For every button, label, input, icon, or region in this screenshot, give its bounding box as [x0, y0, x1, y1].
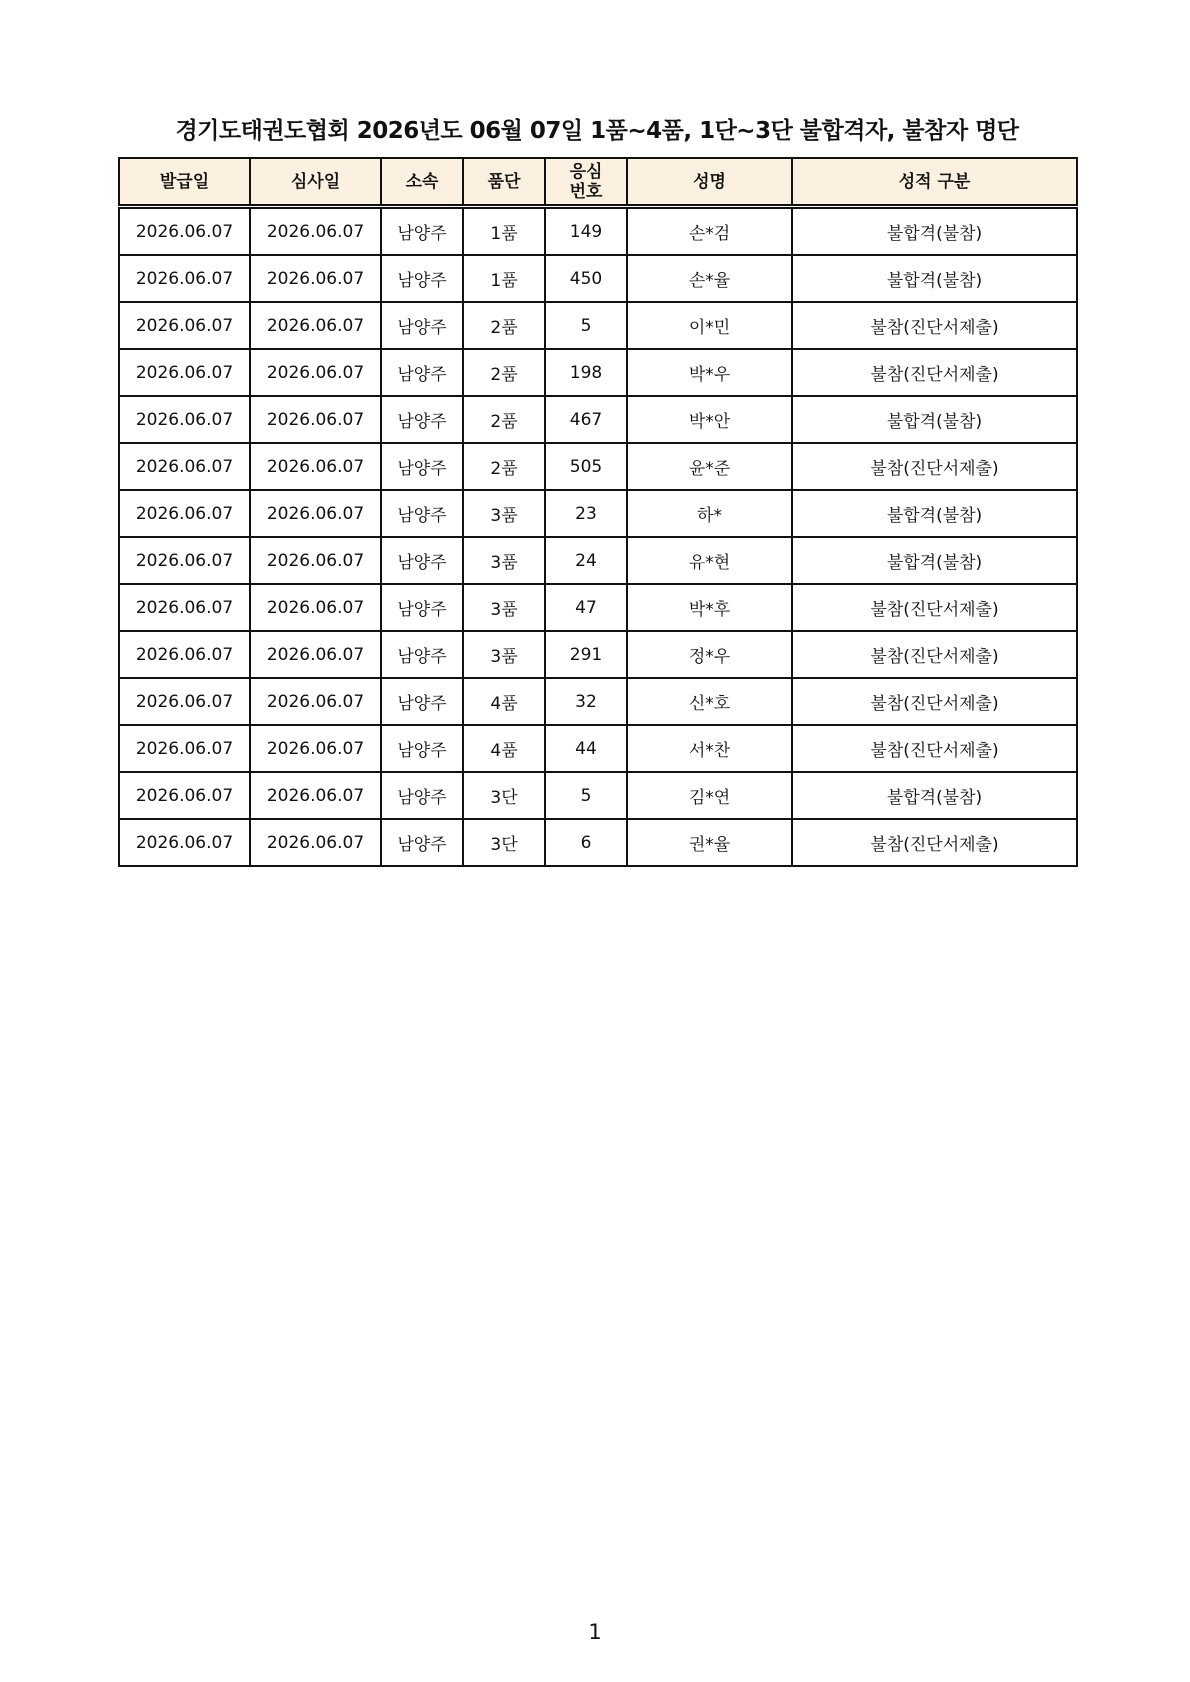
header-exam-number [545, 158, 627, 207]
table-row [119, 584, 1077, 631]
cell-exam-number: 44 [545, 725, 627, 772]
cell-name: 서*찬 [627, 725, 792, 772]
cell-name: 신*호 [627, 678, 792, 725]
cell-affiliation: 남양주 [381, 678, 463, 725]
table-row [119, 255, 1077, 302]
cell-exam-number: 6 [545, 819, 627, 866]
table-row [119, 772, 1077, 819]
header-result: 성적 구분 [792, 158, 1077, 207]
cell-issue-date: 2026.06.07 [119, 396, 250, 443]
cell-affiliation: 남양주 [381, 725, 463, 772]
cell-issue-date: 2026.06.07 [119, 819, 250, 866]
cell-result: 불합격(불참) [792, 255, 1077, 302]
cell-rank: 3단 [463, 819, 545, 866]
cell-issue-date: 2026.06.07 [119, 490, 250, 537]
cell-issue-date: 2026.06.07 [119, 631, 250, 678]
cell-rank: 1품 [463, 207, 545, 256]
cell-exam-number: 24 [545, 537, 627, 584]
cell-exam-date: 2026.06.07 [250, 349, 381, 396]
cell-rank: 3단 [463, 772, 545, 819]
cell-name: 정*우 [627, 631, 792, 678]
cell-exam-number: 23 [545, 490, 627, 537]
cell-exam-date: 2026.06.07 [250, 396, 381, 443]
table-row [119, 396, 1077, 443]
cell-exam-date: 2026.06.07 [250, 725, 381, 772]
table-row [119, 349, 1077, 396]
cell-affiliation: 남양주 [381, 584, 463, 631]
table-header-row [119, 158, 1077, 207]
cell-affiliation: 남양주 [381, 443, 463, 490]
cell-issue-date: 2026.06.07 [119, 207, 250, 256]
table-body [119, 207, 1077, 867]
cell-result: 불참(진단서제출) [792, 349, 1077, 396]
cell-result: 불참(진단서제출) [792, 584, 1077, 631]
cell-rank: 4품 [463, 725, 545, 772]
cell-result: 불합격(불참) [792, 490, 1077, 537]
cell-exam-number: 450 [545, 255, 627, 302]
cell-rank: 2품 [463, 443, 545, 490]
cell-result: 불합격(불참) [792, 207, 1077, 256]
cell-issue-date: 2026.06.07 [119, 255, 250, 302]
cell-affiliation: 남양주 [381, 396, 463, 443]
cell-result: 불참(진단서제출) [792, 725, 1077, 772]
cell-exam-date: 2026.06.07 [250, 584, 381, 631]
cell-affiliation: 남양주 [381, 255, 463, 302]
cell-affiliation: 남양주 [381, 819, 463, 866]
header-exam-number-label: 응심 번호 [569, 161, 603, 202]
cell-name: 김*연 [627, 772, 792, 819]
table-row [119, 631, 1077, 678]
document-title: 경기도태권도협회 2026년도 06월 07일 1품~4품, 1단~3단 불합격자, 불참자 명단 [175, 118, 1019, 144]
cell-exam-number: 505 [545, 443, 627, 490]
cell-result: 불참(진단서제출) [792, 819, 1077, 866]
cell-issue-date: 2026.06.07 [119, 302, 250, 349]
cell-name: 하* [627, 490, 792, 537]
table-row [119, 302, 1077, 349]
table-row [119, 443, 1077, 490]
cell-issue-date: 2026.06.07 [119, 772, 250, 819]
cell-affiliation: 남양주 [381, 772, 463, 819]
cell-exam-date: 2026.06.07 [250, 631, 381, 678]
table-row [119, 725, 1077, 772]
cell-name: 박*안 [627, 396, 792, 443]
cell-exam-date: 2026.06.07 [250, 772, 381, 819]
cell-issue-date: 2026.06.07 [119, 443, 250, 490]
table-row [119, 537, 1077, 584]
table-row [119, 207, 1077, 256]
cell-name: 이*민 [627, 302, 792, 349]
cell-issue-date: 2026.06.07 [119, 584, 250, 631]
roster-table [118, 157, 1078, 867]
table-row [119, 678, 1077, 725]
cell-exam-number: 5 [545, 302, 627, 349]
cell-rank: 4품 [463, 678, 545, 725]
cell-affiliation: 남양주 [381, 349, 463, 396]
header-issue-date: 발급일 [119, 158, 250, 207]
header-name: 성명 [627, 158, 792, 207]
cell-issue-date: 2026.06.07 [119, 678, 250, 725]
cell-result: 불합격(불참) [792, 772, 1077, 819]
cell-exam-date: 2026.06.07 [250, 255, 381, 302]
cell-exam-number: 47 [545, 584, 627, 631]
cell-exam-date: 2026.06.07 [250, 207, 381, 256]
cell-exam-date: 2026.06.07 [250, 443, 381, 490]
cell-result: 불참(진단서제출) [792, 443, 1077, 490]
header-exam-date: 심사일 [250, 158, 381, 207]
cell-rank: 2품 [463, 349, 545, 396]
cell-result: 불참(진단서제출) [792, 302, 1077, 349]
header-rank: 품단 [463, 158, 545, 207]
cell-affiliation: 남양주 [381, 207, 463, 256]
cell-issue-date: 2026.06.07 [119, 349, 250, 396]
cell-exam-date: 2026.06.07 [250, 678, 381, 725]
cell-name: 박*후 [627, 584, 792, 631]
cell-exam-date: 2026.06.07 [250, 490, 381, 537]
header-affiliation: 소속 [381, 158, 463, 207]
cell-name: 손*율 [627, 255, 792, 302]
cell-exam-date: 2026.06.07 [250, 537, 381, 584]
cell-name: 유*현 [627, 537, 792, 584]
cell-rank: 3품 [463, 490, 545, 537]
cell-name: 윤*준 [627, 443, 792, 490]
cell-exam-number: 5 [545, 772, 627, 819]
cell-name: 박*우 [627, 349, 792, 396]
cell-rank: 1품 [463, 255, 545, 302]
cell-affiliation: 남양주 [381, 490, 463, 537]
cell-rank: 3품 [463, 537, 545, 584]
cell-rank: 2품 [463, 302, 545, 349]
cell-result: 불참(진단서제출) [792, 678, 1077, 725]
cell-affiliation: 남양주 [381, 537, 463, 584]
cell-affiliation: 남양주 [381, 302, 463, 349]
table-row [119, 819, 1077, 866]
table-row [119, 490, 1077, 537]
cell-rank: 2품 [463, 396, 545, 443]
cell-exam-date: 2026.06.07 [250, 819, 381, 866]
cell-exam-number: 467 [545, 396, 627, 443]
cell-issue-date: 2026.06.07 [119, 725, 250, 772]
cell-name: 손*검 [627, 207, 792, 256]
cell-exam-number: 32 [545, 678, 627, 725]
cell-issue-date: 2026.06.07 [119, 537, 250, 584]
cell-exam-number: 291 [545, 631, 627, 678]
cell-exam-number: 149 [545, 207, 627, 256]
cell-exam-date: 2026.06.07 [250, 302, 381, 349]
cell-name: 권*율 [627, 819, 792, 866]
cell-exam-number: 198 [545, 349, 627, 396]
cell-result: 불합격(불참) [792, 537, 1077, 584]
cell-rank: 3품 [463, 584, 545, 631]
page-number: 1 [588, 1620, 602, 1644]
cell-affiliation: 남양주 [381, 631, 463, 678]
cell-result: 불합격(불참) [792, 396, 1077, 443]
cell-result: 불참(진단서제출) [792, 631, 1077, 678]
cell-rank: 3품 [463, 631, 545, 678]
